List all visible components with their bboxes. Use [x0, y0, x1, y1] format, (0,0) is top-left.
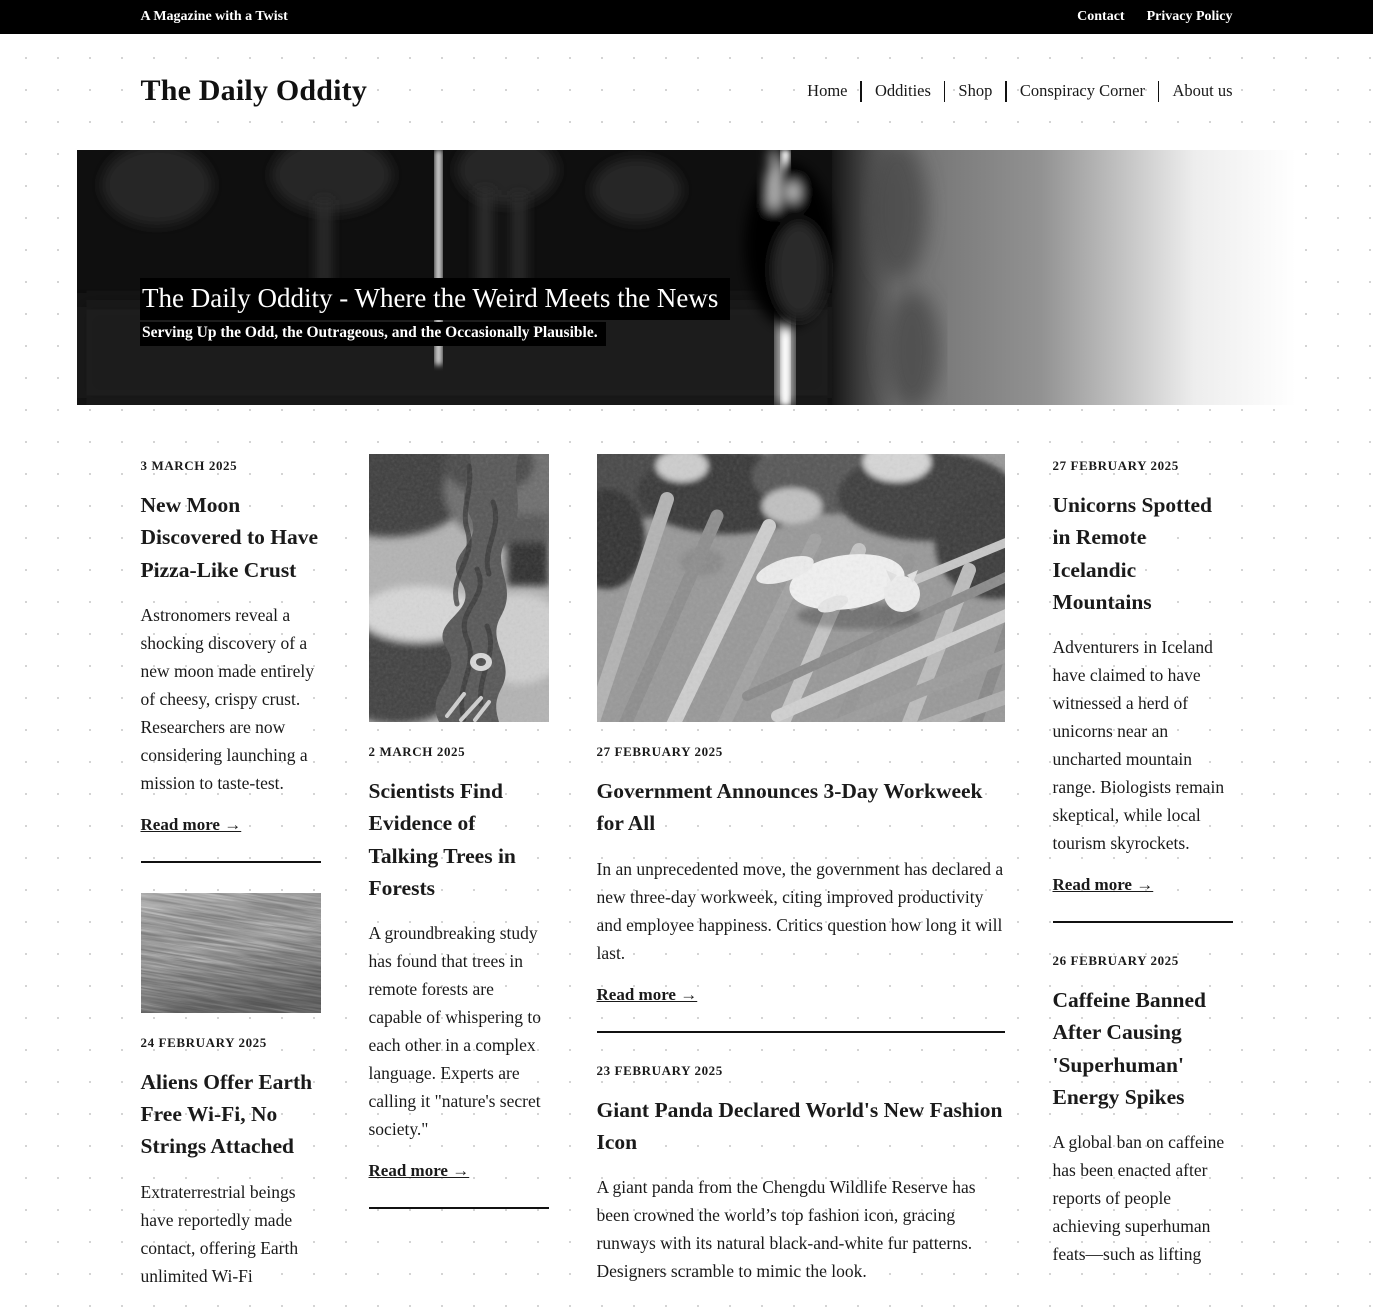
article-card	[369, 454, 549, 1207]
article-title[interactable]: New Moon Discovered to Have Pizza-Like Crust	[140, 493, 319, 582]
article-title[interactable]: Government Announces 3-Day Workweek for All	[596, 779, 983, 836]
article-excerpt: Adventurers in Iceland have claimed to have witnessed a herd of unicorns near an uncharted mountain range. Biologists remain skeptical, while local tourism skyrockets.	[1052, 637, 1225, 853]
article-title[interactable]: Unicorns Spotted in Remote Icelandic Mountains	[1052, 493, 1212, 614]
article-date: 3 MARCH 2025	[140, 458, 238, 473]
article-date: 27 FEBRUARY 2025	[596, 744, 723, 759]
read-more-link[interactable]: Read more →	[1052, 875, 1154, 894]
grid-column-2	[369, 454, 549, 1239]
article-date: 2 MARCH 2025	[368, 744, 466, 759]
divider	[141, 861, 321, 863]
read-more-link[interactable]: Read more →	[368, 1161, 470, 1180]
article-title[interactable]: Caffeine Banned After Causing 'Superhuman' Energy Spikes	[1052, 988, 1206, 1109]
article-excerpt: Extraterrestrial beings have reportedly made contact, offering Earth unlimited Wi-Fi	[140, 1181, 299, 1286]
topbar-link-privacy-policy[interactable]: Privacy Policy	[1146, 9, 1233, 24]
article-title[interactable]: Giant Panda Declared World's New Fashion Icon	[596, 1097, 1003, 1154]
article-card	[141, 893, 321, 1290]
article-date: 27 FEBRUARY 2025	[1052, 458, 1179, 473]
tree-trunk-image	[369, 454, 549, 722]
grid-column-4	[1053, 454, 1233, 1286]
article-card	[1053, 458, 1233, 921]
hero-banner	[77, 150, 1296, 405]
nav-item-home[interactable]: Home	[807, 81, 848, 100]
article-title[interactable]: Scientists Find Evidence of Talking Trees in Forests	[368, 779, 516, 900]
article-card	[1053, 953, 1233, 1268]
topbar-nav	[1077, 9, 1232, 25]
article-excerpt: In an unprecedented move, the government has declared a new three-day workweek, citing improved productivity and employee happiness. Critics question how long it will last.	[596, 858, 1004, 963]
main-nav	[807, 81, 1232, 102]
article-grid	[141, 454, 1233, 1308]
article-card	[597, 454, 1005, 1031]
article-card	[597, 1063, 1005, 1286]
divider	[597, 1031, 1005, 1033]
site-tagline: A Magazine with a Twist	[140, 9, 288, 24]
article-date: 24 FEBRUARY 2025	[140, 1034, 267, 1050]
article-excerpt: A giant panda from the Chengdu Wildlife Reserve has been crowned the world’s top fashion icon, gracing runways with its natural black-and-white fur patterns. Designers scramble to mimic the look.	[596, 1177, 976, 1281]
read-more-link[interactable]: Read more →	[596, 984, 698, 1004]
divider	[1053, 921, 1233, 923]
nav-item-about-us[interactable]: About us	[1145, 81, 1233, 102]
hero-subtitle: Serving Up the Odd, the Outrageous, and the Occasionally Plausible.	[140, 322, 606, 346]
article-image fur-texture-photo[interactable]	[141, 893, 321, 1013]
hero-title: The Daily Oddity - Where the Weird Meets the News	[140, 278, 730, 320]
hero-caption	[140, 278, 730, 346]
fur-texture-image	[141, 893, 321, 1013]
cat-on-bamboo-image	[597, 454, 1005, 722]
article-card	[141, 458, 321, 861]
read-more-link[interactable]: Read more →	[140, 814, 242, 834]
topbar	[0, 0, 1373, 34]
article-excerpt: A global ban on caffeine has been enacted after reports of people achieving superhuman feats—such as lifting	[1052, 1132, 1225, 1264]
article-image tree-trunk-photo[interactable]	[369, 454, 549, 722]
article-date: 23 FEBRUARY 2025	[596, 1062, 723, 1078]
topbar-link-contact[interactable]: Contact	[1077, 9, 1125, 24]
grid-column-3	[597, 454, 1005, 1303]
article-date: 26 FEBRUARY 2025	[1052, 953, 1179, 968]
article-image cat-on-bamboo-photo[interactable]	[597, 454, 1005, 722]
site-title[interactable]: The Daily Oddity	[140, 74, 368, 107]
nav-item-oddities[interactable]: Oddities	[847, 81, 930, 102]
nav-item-conspiracy-corner[interactable]: Conspiracy Corner	[992, 81, 1145, 102]
article-excerpt: A groundbreaking study has found that trees in remote forests are capable of whispering to each other in a complex language. Experts are calling it "nature's secret society."	[368, 923, 542, 1139]
site-header	[141, 34, 1233, 150]
grid-column-1	[141, 454, 321, 1308]
divider	[369, 1207, 549, 1209]
article-title[interactable]: Aliens Offer Earth Free Wi-Fi, No Strings Attached	[140, 1069, 313, 1159]
nav-item-shop[interactable]: Shop	[931, 81, 992, 102]
article-excerpt: Astronomers reveal a shocking discovery of a new moon made entirely of cheesy, crispy crust. Researchers are now considering launching a mission to taste-test.	[140, 604, 314, 793]
